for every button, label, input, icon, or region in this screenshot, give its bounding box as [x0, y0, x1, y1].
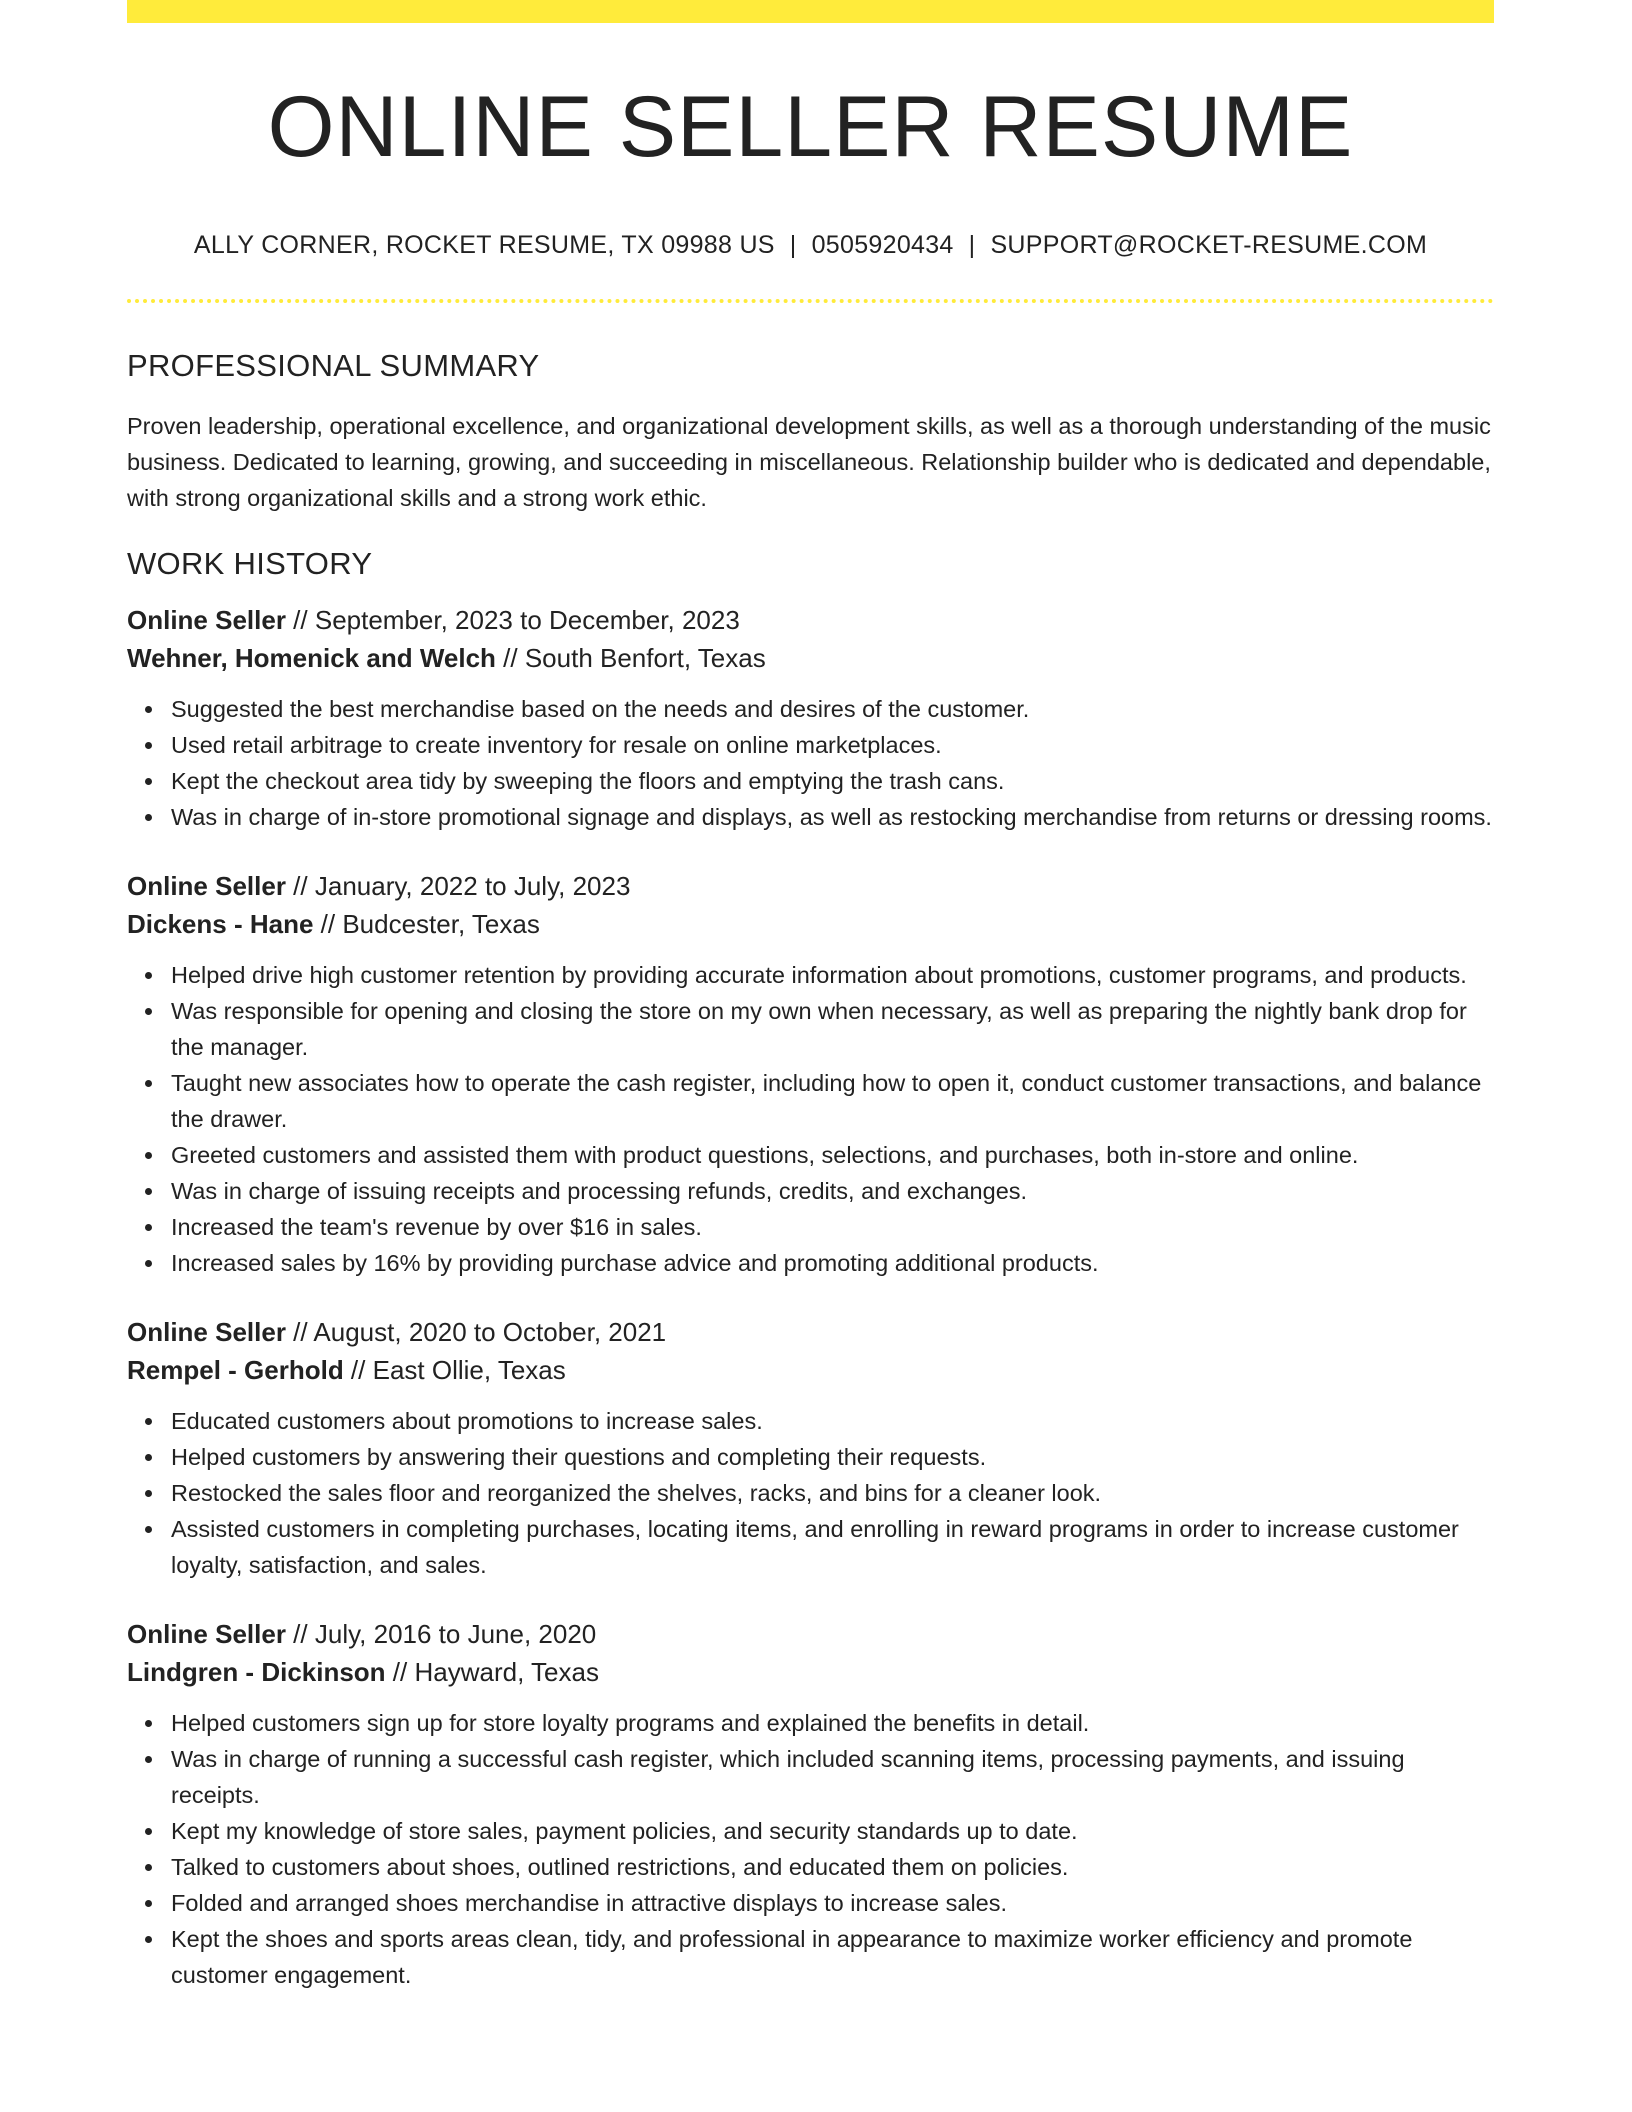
contact-separator: | [789, 231, 797, 260]
work-history-heading: WORK HISTORY [127, 546, 373, 582]
job-entry [127, 601, 1494, 835]
job-bullet: Taught new associates how to operate the cash register, including how to open it, conduct customer transactions, and balance the drawer. [171, 1065, 1494, 1137]
job-location: East Ollie, Texas [372, 1354, 566, 1385]
job-bullet: Suggested the best merchandise based on the needs and desires of the customer. [171, 691, 1494, 727]
job-entry [127, 1313, 1494, 1583]
job-bullets [127, 1705, 1494, 1993]
job-title: Online Seller [127, 604, 286, 635]
job-bullet: Helped customers sign up for store loyalty programs and explained the benefits in detail. [171, 1705, 1494, 1741]
job-separator: // [313, 908, 343, 939]
job-title: Online Seller [127, 1618, 286, 1649]
job-title-line [127, 867, 1494, 905]
job-separator: // [495, 642, 525, 673]
contact-address: ALLY CORNER, ROCKET RESUME, TX 09988 US [193, 231, 775, 260]
job-title-line [127, 1313, 1494, 1351]
summary-heading: PROFESSIONAL SUMMARY [127, 348, 540, 384]
job-separator: // [343, 1354, 373, 1385]
job-title: Online Seller [127, 1316, 286, 1347]
job-bullets [127, 691, 1494, 835]
job-bullet: Helped customers by answering their questions and completing their requests. [171, 1439, 1494, 1475]
job-company-line [127, 905, 1494, 943]
job-separator: // [385, 1656, 415, 1687]
resume-page [127, 0, 1494, 1993]
job-dates: August, 2020 to October, 2021 [313, 1316, 667, 1347]
job-location: Budcester, Texas [342, 908, 540, 939]
job-bullet: Kept the checkout area tidy by sweeping the floors and emptying the trash cans. [171, 763, 1494, 799]
job-entry [127, 867, 1494, 1281]
job-dates: July, 2016 to June, 2020 [314, 1618, 597, 1649]
contact-phone: 0505920434 [811, 231, 954, 260]
job-bullet: Was responsible for opening and closing the store on my own when necessary, as well as preparing the nightly bank drop for the manager. [171, 993, 1494, 1065]
job-bullet: Kept my knowledge of store sales, payment policies, and security standards up to date. [171, 1813, 1494, 1849]
job-bullet: Folded and arranged shoes merchandise in attractive displays to increase sales. [171, 1885, 1494, 1921]
job-bullet: Helped drive high customer retention by providing accurate information about promotions, customer programs, and products. [171, 957, 1494, 993]
work-history-list [127, 601, 1494, 1993]
job-bullet: Talked to customers about shoes, outlined restrictions, and educated them on policies. [171, 1849, 1494, 1885]
job-bullet: Increased sales by 16% by providing purchase advice and promoting additional products. [171, 1245, 1494, 1281]
job-company-line [127, 1653, 1494, 1691]
job-company: Lindgren - Dickinson [127, 1656, 386, 1687]
resume-title: ONLINE SELLER RESUME [267, 79, 1354, 175]
job-bullet: Assisted customers in completing purchases, locating items, and enrolling in reward programs in order to increase customer loyalty, satisfaction, and sales. [171, 1511, 1494, 1583]
job-bullet: Was in charge of issuing receipts and processing refunds, credits, and exchanges. [171, 1173, 1494, 1209]
job-location: South Benfort, Texas [524, 642, 766, 673]
job-entry [127, 1615, 1494, 1993]
job-bullets [127, 957, 1494, 1281]
job-dates: January, 2022 to July, 2023 [314, 870, 631, 901]
job-bullet: Greeted customers and assisted them with product questions, selections, and purchases, both in-store and online. [171, 1137, 1494, 1173]
job-bullets [127, 1403, 1494, 1583]
job-separator: // [285, 604, 315, 635]
job-bullet: Was in charge of in-store promotional signage and displays, as well as restocking merchandise from returns or dressing rooms. [171, 799, 1494, 835]
job-separator: // [285, 1618, 315, 1649]
job-title-line [127, 601, 1494, 639]
job-title-line [127, 1615, 1494, 1653]
header-divider [127, 299, 1494, 303]
job-bullet: Increased the team's revenue by over $16 in sales. [171, 1209, 1494, 1245]
contact-separator: | [968, 231, 976, 260]
contact-email: SUPPORT@ROCKET-RESUME.COM [990, 231, 1428, 260]
job-company: Dickens - Hane [127, 908, 314, 939]
job-separator: // [285, 1316, 314, 1347]
job-bullet: Restocked the sales floor and reorganized the shelves, racks, and bins for a cleaner look. [171, 1475, 1494, 1511]
contact-line [127, 230, 1494, 260]
job-bullet: Used retail arbitrage to create inventory for resale on online marketplaces. [171, 727, 1494, 763]
job-company: Rempel - Gerhold [127, 1354, 344, 1385]
accent-top-bar [127, 0, 1494, 23]
job-company-line [127, 639, 1494, 677]
job-company-line [127, 1351, 1494, 1389]
job-dates: September, 2023 to December, 2023 [314, 604, 740, 635]
job-separator: // [285, 870, 315, 901]
job-location: Hayward, Texas [414, 1656, 599, 1687]
job-company: Wehner, Homenick and Welch [127, 642, 496, 673]
job-bullet: Was in charge of running a successful cash register, which included scanning items, processing payments, and issuing receipts. [171, 1741, 1494, 1813]
job-bullet: Kept the shoes and sports areas clean, tidy, and professional in appearance to maximize worker efficiency and promote customer engagement. [171, 1921, 1494, 1993]
job-bullet: Educated customers about promotions to increase sales. [171, 1403, 1494, 1439]
summary-text: Proven leadership, operational excellence, and organizational development skills, as well as a thorough understanding of the music business. Dedicated to learning, growing, and succeeding in miscellaneous. Relationship builder who is dedicated and dependable, with strong organizational skills and a strong work ethic. [127, 413, 1491, 512]
job-title: Online Seller [127, 870, 286, 901]
